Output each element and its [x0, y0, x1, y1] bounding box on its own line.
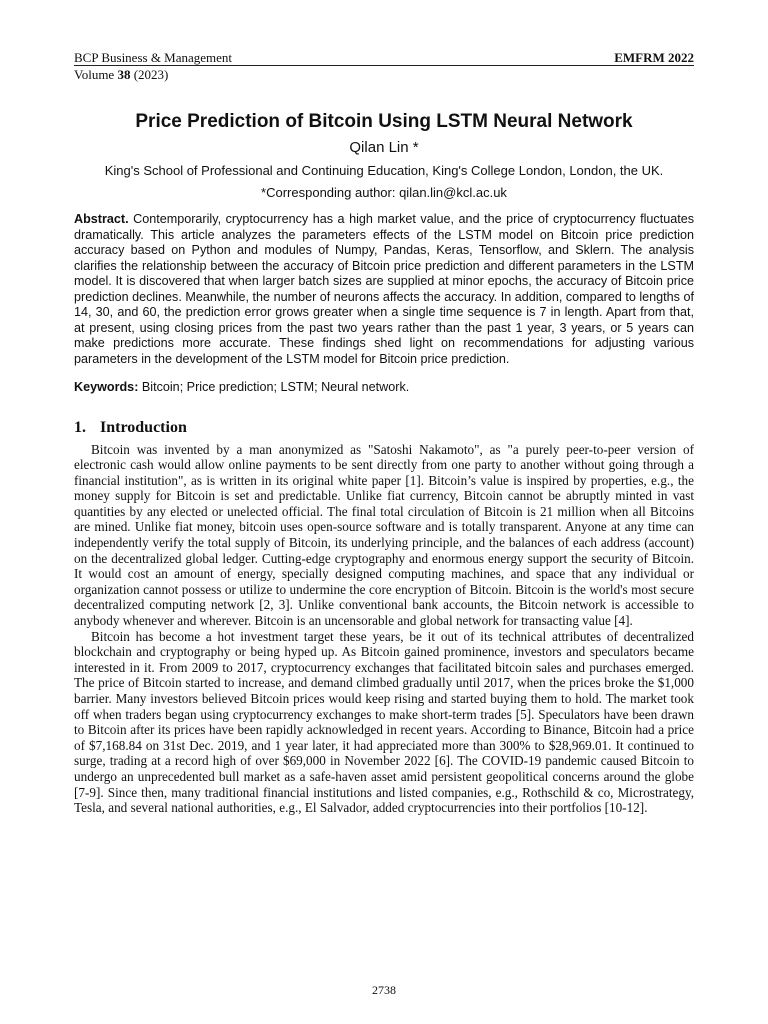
section-number: 1.	[74, 418, 86, 436]
keywords	[74, 380, 694, 396]
corresponding-author: *Corresponding author: qilan.lin@kcl.ac.uk	[261, 185, 507, 200]
page-number: 2738	[372, 983, 396, 997]
volume-prefix: Volume	[74, 67, 118, 82]
abstract-text: Contemporarily, cryptocurrency has a high market value, and the price of cryptocurrency fluctuates dramatically. This article analyzes the parameters effects of the LSTM model on Bitcoin price prediction accuracy based on Python and modules of Numpy, Pandas, Keras, Tensorflow, and Sklern. The analysis clarifies the relationship between the accuracy of Bitcoin price prediction and different parameters in the LSTM model. It is discovered that when larger batch sizes are supplied at minor epochs, the accuracy of Bitcoin price prediction declines. Meanwhile, the number of neurons affects the accuracy. In addition, compared to lengths of 14, 30, and 60, the prediction error grows greater when a single time sequence is 7 in length. Apart from that, at present, using closing prices from the past two years rather than the past 1 year, 3 years, or 5 years can make predictions more accurate. These findings shed light on recommendations for adjusting various parameters in the development of the LSTM model for Bitcoin price prediction.	[74, 212, 694, 366]
abstract-label: Abstract.	[74, 212, 129, 226]
section-heading-introduction	[74, 418, 694, 438]
author-affiliation: King's School of Professional and Continuing Education, King's College London, London, the UK.	[104, 163, 664, 178]
volume-number: 38	[117, 67, 131, 82]
body-paragraph: Bitcoin has become a hot investment target these years, be it out of its technical attributes of decentralized blockchain and cryptography or being hyped up. As Bitcoin gained prominence, investors and speculators became interested in it. From 2009 to 2017, cryptocurrency exchanges that facilitated bitcoin sales and purchases emerged. The price of Bitcoin started to increase, and demand climbed gradually until 2017, when the prices broke the $1,000 barrier. Many investors believed Bitcoin prices would keep rising and started buying them to hold. The market took off when traders began using cryptocurrency exchanges to make short-term trades [5]. Speculators have been drawn to Bitcoin after its prices have been rapidly acknowledged in recent years. According to Binance, Bitcoin had a price of $7,168.84 on 31st Dec. 2019, and 1 year later, it had appreciated more than 300% to $28,969.01. It continued to surge, trading at a record high of over $69,000 in November 2022 [6]. The COVID-19 pandemic caused Bitcoin to undergo an unprecedented bull market as a safe-haven asset amid persistent geopolitical concerns around the globe [7-9]. Since then, many traditional financial institutions and listed companies, e.g., Rothschild & co, Microstrategy, Tesla, and several national authorities, e.g., El Salvador, added cryptocurrencies into their portfolios [10-12].	[74, 628, 694, 816]
keywords-label: Keywords:	[74, 380, 139, 394]
paper-title: Price Prediction of Bitcoin Using LSTM Neural Network	[135, 111, 633, 132]
body-paragraph: Bitcoin was invented by a man anonymized as "Satoshi Nakamoto", as "a purely peer-to-peer version of electronic cash would allow online payments to be sent directly from one party to another without going through a financial institution", as is written in its original white paper [1]. Bitcoin’s value is inspired by properties, e.g., the money supply for Bitcoin is set and predictable. Unlike fiat currency, Bitcoin cannot be abruptly minted in vast quantities by any elected or unelected official. The final total circulation of Bitcoin is 21 million when all Bitcoins are mined. Unlike fiat money, bitcoin uses open-source software and is totally transparent. Anyone at any time can independently verify the total supply of Bitcoin, its underlying principle, and the balances of each address (account) on the decentralized global ledger. Cutting-edge cryptography and enormous energy support the security of Bitcoin. It would cost an amount of energy, specially designed computing machines, and space that any individual or organization cannot possess or utilize to undermine the core encryption of Bitcoin. Bitcoin is the world's most secure decentralized computing network [2, 3]. Unlike conventional bank accounts, the Bitcoin network is accessible to anybody whenever and wherever. Bitcoin is an uncensorable and global network for transacting value [4].	[74, 441, 694, 629]
section-title: Introduction	[100, 418, 187, 436]
journal-name: BCP Business & Management	[74, 50, 233, 65]
paper-page	[74, 50, 694, 816]
keywords-text: Bitcoin; Price prediction; LSTM; Neural network.	[138, 380, 410, 394]
conference-name: EMFRM 2022	[614, 50, 694, 65]
running-header	[74, 50, 694, 66]
volume-line	[74, 67, 694, 83]
author-name: Qilan Lin *	[349, 139, 419, 156]
abstract	[74, 212, 694, 367]
volume-year: (2023)	[130, 67, 169, 82]
